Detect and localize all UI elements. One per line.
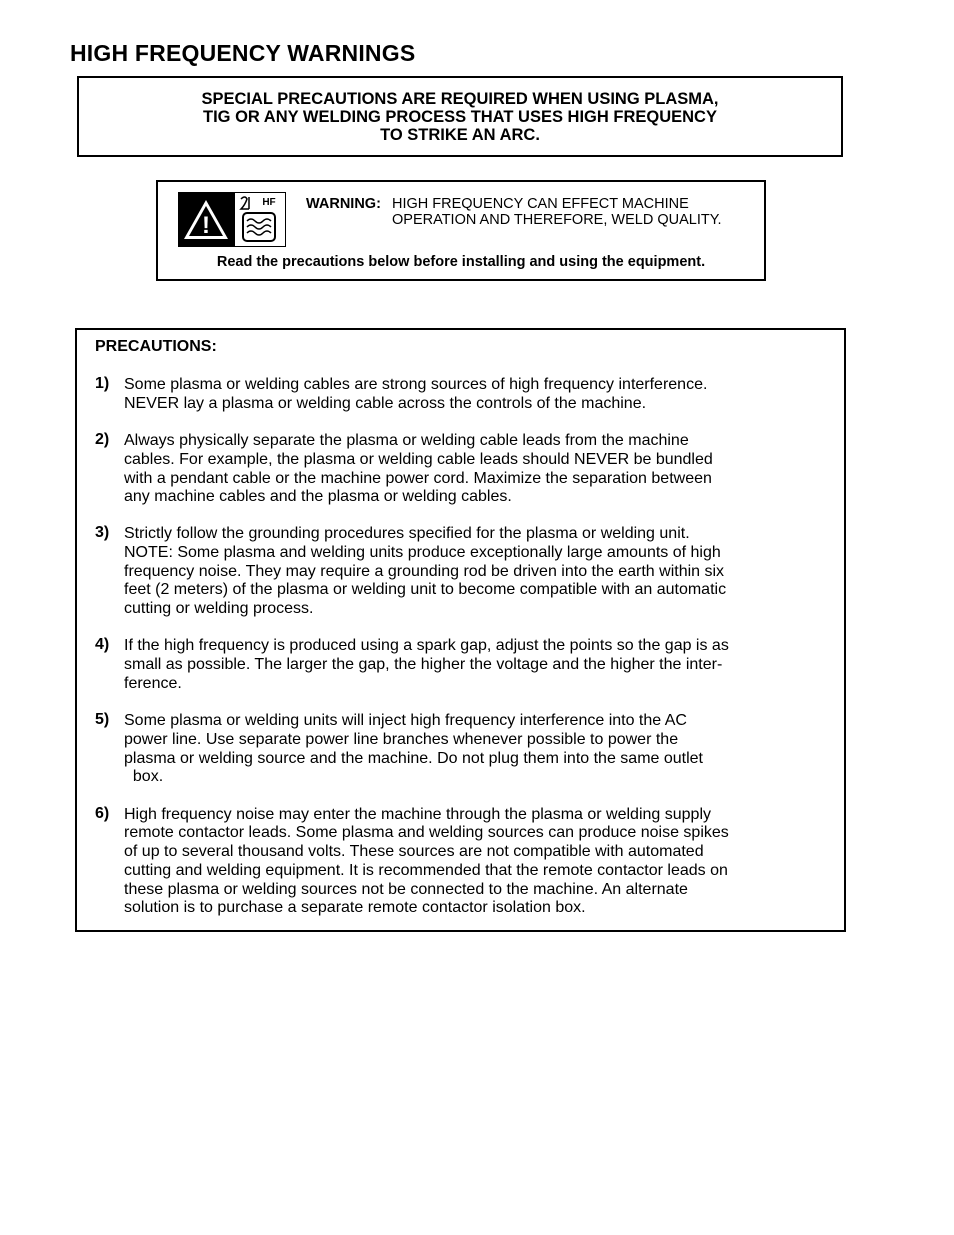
special-line-3: TO STRIKE AN ARC. [380,126,540,144]
precaution-text-line: Some plasma or welding units will inject high frequency interference into the AC [124,712,687,729]
precaution-text-line: these plasma or welding sources not be connected to the machine. An alternate [124,881,688,898]
precaution-text-line: Always physically separate the plasma or welding cable leads from the machine [124,432,689,449]
warning-label: WARNING: [306,196,381,212]
precaution-text-line: NEVER lay a plasma or welding cable across the controls of the machine. [124,395,647,412]
warning-exclamation: ! [202,212,210,239]
warning-box [156,180,766,281]
special-precautions-box [77,76,843,157]
precaution-text-line: Strictly follow the grounding procedures specified for the plasma or welding unit. [124,525,690,542]
precaution-text-line: frequency noise. They may require a grounding rod be driven into the earth within six [124,563,725,580]
precaution-text-line: Some plasma or welding cables are strong sources of high frequency interference. [124,376,708,393]
precautions-title: PRECAUTIONS: [95,338,217,355]
precautions-box [75,328,846,932]
precaution-text-line: solution is to purchase a separate remote contactor isolation box. [124,899,586,916]
precaution-number: 3) [95,524,110,541]
precaution-text-line: cables. For example, the plasma or welding cable leads should NEVER be bundled [124,451,713,468]
read-precautions-note: Read the precautions below before installing and using the equipment. [216,254,706,270]
precaution-text-line: any machine cables and the plasma or welding cables. [124,488,512,505]
precaution-text-line: of up to several thousand volts. These sources are not compatible with automated [124,843,704,860]
precaution-text-line: NOTE: Some plasma and welding units produce exceptionally large amounts of high [124,544,721,561]
precaution-text-line: with a pendant cable or the machine power cord. Maximize the separation between [124,470,712,487]
precaution-text-line: box. [124,768,164,785]
precaution-text-line: If the high frequency is produced using a spark gap, adjust the points so the gap is as [124,637,729,654]
precaution-text-line: plasma or welding source and the machine. Do not plug them into the same outlet [124,750,703,767]
precaution-text-line: small as possible. The larger the gap, the higher the voltage and the higher the inter- [124,656,723,673]
page-title: HIGH FREQUENCY WARNINGS [70,40,416,66]
warning-text-line-2: OPERATION AND THEREFORE, WELD QUALITY. [392,212,722,228]
precaution-number: 1) [95,375,110,392]
precaution-text-line: ference. [124,675,182,692]
precaution-text-line: remote contactor leads. Some plasma and welding sources can produce noise spikes [124,824,729,841]
precaution-number: 2) [95,431,110,448]
precaution-number: 4) [95,636,110,653]
special-line-1: SPECIAL PRECAUTIONS ARE REQUIRED WHEN USING PLASMA, [201,90,719,108]
precaution-number: 5) [95,711,110,728]
precaution-text-line: High frequency noise may enter the machine through the plasma or welding supply [124,806,711,823]
precaution-text-line: cutting and welding equipment. It is recommended that the remote contactor leads on [124,862,728,879]
high-frequency-icon [234,192,286,247]
special-line-2: TIG OR ANY WELDING PROCESS THAT USES HIGH FREQUENCY [203,108,717,126]
hf-label: HF [262,197,276,208]
precaution-text-line: feet (2 meters) of the plasma or welding unit to become compatible with an automatic [124,581,727,598]
warning-text-line-1: HIGH FREQUENCY CAN EFFECT MACHINE [392,196,689,212]
precaution-number: 6) [95,805,110,822]
precaution-text-line: cutting or welding process. [124,600,314,617]
precaution-text-line: power line. Use separate power line branches whenever possible to power the [124,731,679,748]
warning-triangle-icon [178,192,234,247]
